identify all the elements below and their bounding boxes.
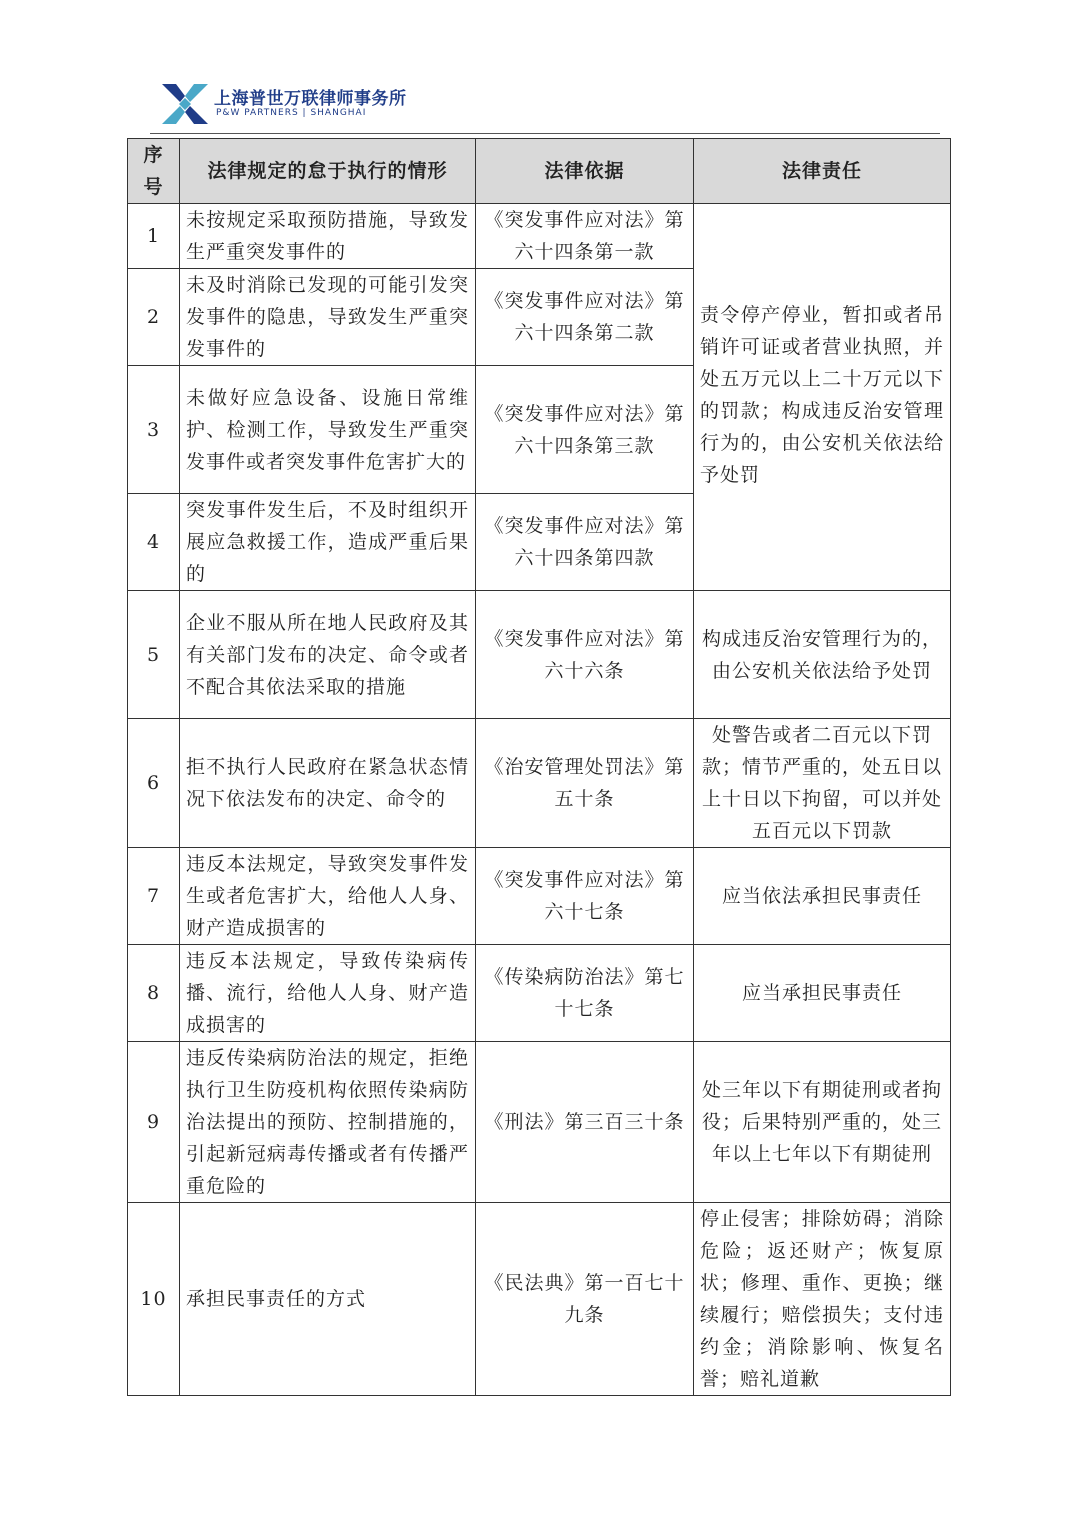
table-row [128, 848, 951, 945]
row-number: 5 [128, 591, 180, 719]
row-responsibility: 处三年以下有期徒刑或者拘役；后果特别严重的，处三年以上七年以下有期徒刑 [694, 1042, 951, 1203]
row-number: 3 [128, 366, 180, 494]
table-row [128, 945, 951, 1042]
header-responsibility: 法律责任 [694, 139, 951, 204]
header-basis: 法律依据 [476, 139, 694, 204]
row-responsibility-shared: 责令停产停业，暂扣或者吊销许可证或者营业执照，并处五万元以上二十万元以下的罚款；构成违反治安管理行为的，由公安机关依法给予处罚 [694, 204, 951, 591]
row-basis: 《突发事件应对法》第六十四条第二款 [476, 269, 694, 366]
row-responsibility: 应当依法承担民事责任 [694, 848, 951, 945]
row-basis: 《民法典》第一百七十九条 [476, 1203, 694, 1396]
table-row [128, 1203, 951, 1396]
row-basis: 《刑法》第三百三十条 [476, 1042, 694, 1203]
row-number: 4 [128, 494, 180, 591]
row-responsibility: 应当承担民事责任 [694, 945, 951, 1042]
row-situation: 未做好应急设备、设施日常维护、检测工作，导致发生严重突发事件或者突发事件危害扩大的 [180, 366, 476, 494]
row-number: 6 [128, 719, 180, 848]
row-situation: 拒不执行人民政府在紧急状态情况下依法发布的决定、命令的 [180, 719, 476, 848]
firm-name-en: P&W PARTNERS | SHANGHAI [216, 108, 367, 118]
row-situation: 企业不服从所在地人民政府及其有关部门发布的决定、命令或者不配合其依法采取的措施 [180, 591, 476, 719]
table-header-row [128, 139, 951, 204]
table-row [128, 1042, 951, 1203]
row-basis: 《突发事件应对法》第六十七条 [476, 848, 694, 945]
row-situation: 突发事件发生后，不及时组织开展应急救援工作，造成严重后果的 [180, 494, 476, 591]
row-basis: 《突发事件应对法》第六十四条第三款 [476, 366, 694, 494]
row-number: 9 [128, 1042, 180, 1203]
row-basis: 《传染病防治法》第七十七条 [476, 945, 694, 1042]
table-row [128, 591, 951, 719]
table-row [128, 204, 951, 269]
row-basis: 《突发事件应对法》第六十四条第四款 [476, 494, 694, 591]
row-situation: 违反本法规定，导致突发事件发生或者危害扩大，给他人人身、财产造成损害的 [180, 848, 476, 945]
header-situation: 法律规定的怠于执行的情形 [180, 139, 476, 204]
page-header [160, 80, 940, 132]
legal-liability-table [127, 138, 951, 1396]
row-situation: 违反本法规定，导致传染病传播、流行，给他人人身、财产造成损害的 [180, 945, 476, 1042]
row-responsibility: 处警告或者二百元以下罚款；情节严重的，处五日以上十日以下拘留，可以并处五百元以下罚款 [694, 719, 951, 848]
row-situation: 未按规定采取预防措施，导致发生严重突发事件的 [180, 204, 476, 269]
row-number: 8 [128, 945, 180, 1042]
row-basis: 《治安管理处罚法》第五十条 [476, 719, 694, 848]
firm-name-cn: 上海普世万联律师事务所 [214, 89, 407, 109]
row-situation: 承担民事责任的方式 [180, 1203, 476, 1396]
row-basis: 《突发事件应对法》第六十四条第一款 [476, 204, 694, 269]
firm-logo-icon [160, 80, 210, 128]
row-responsibility: 构成违反治安管理行为的，由公安机关依法给予处罚 [694, 591, 951, 719]
row-situation: 未及时消除已发现的可能引发突发事件的隐患，导致发生严重突发事件的 [180, 269, 476, 366]
row-number: 2 [128, 269, 180, 366]
row-number: 1 [128, 204, 180, 269]
table-row [128, 719, 951, 848]
row-number: 10 [128, 1203, 180, 1396]
row-number: 7 [128, 848, 180, 945]
header-seq: 序号 [128, 139, 180, 204]
row-situation: 违反传染病防治法的规定，拒绝执行卫生防疫机构依照传染病防治法提出的预防、控制措施的，引起新冠病毒传播或者有传播严重危险的 [180, 1042, 476, 1203]
row-basis: 《突发事件应对法》第六十六条 [476, 591, 694, 719]
row-responsibility: 停止侵害；排除妨碍；消除危险；返还财产；恢复原状；修理、重作、更换；继续履行；赔偿损失；支付违约金；消除影响、恢复名誉；赔礼道歉 [694, 1203, 951, 1396]
header-divider [150, 133, 940, 134]
